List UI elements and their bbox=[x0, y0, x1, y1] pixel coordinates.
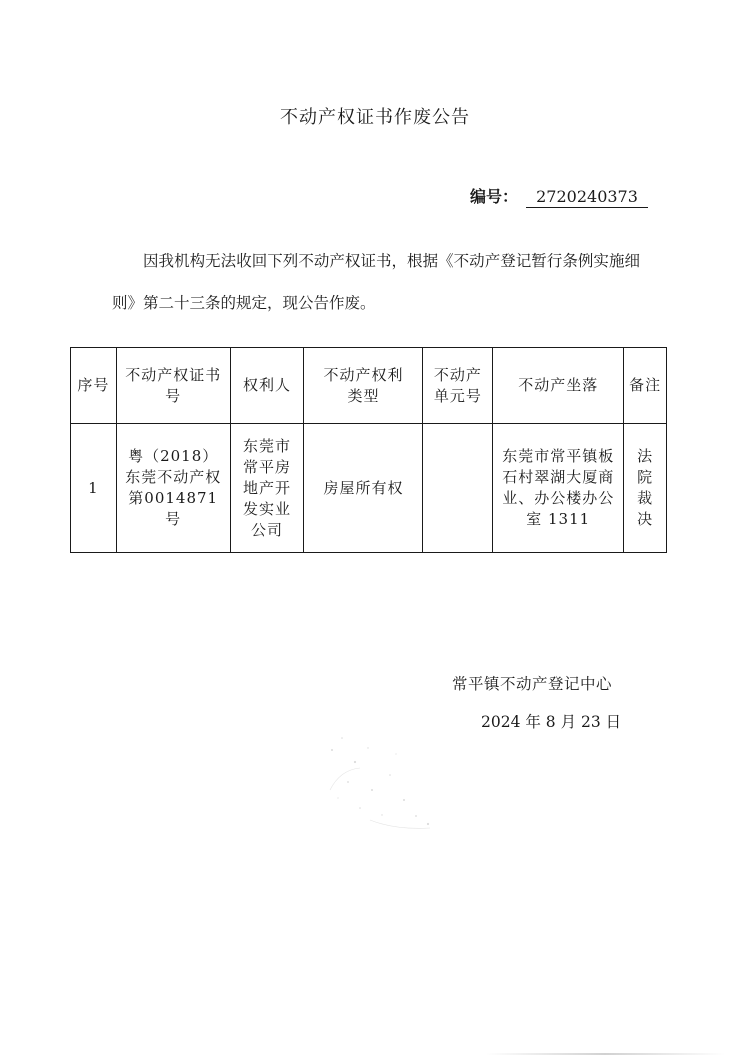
cell-location-text: 东莞市常平镇板石村翠湖大厦商业、办公楼办公室 1311 bbox=[502, 447, 615, 528]
cell-unit-no bbox=[423, 424, 493, 553]
document-number-label: 编号： bbox=[470, 187, 519, 206]
header-unit-no bbox=[423, 348, 493, 424]
scan-edge-mark bbox=[485, 1053, 725, 1055]
cell-seq-text: 1 bbox=[88, 478, 99, 497]
certificate-table bbox=[70, 347, 667, 553]
cell-seq bbox=[71, 424, 117, 553]
document-number bbox=[470, 184, 648, 208]
document-title: 不动产权证书作废公告 bbox=[280, 107, 470, 128]
cell-right-type bbox=[304, 424, 423, 553]
faint-stamp-mark bbox=[320, 720, 450, 840]
cell-cert-no-text: 粤（2018）东莞不动产权第0014871号 bbox=[125, 447, 222, 528]
header-note bbox=[624, 348, 667, 424]
cell-owner bbox=[230, 424, 304, 553]
cell-right-type-text: 房屋所有权 bbox=[323, 478, 404, 497]
cell-cert-no bbox=[116, 424, 230, 553]
header-owner-label: 权利人 bbox=[243, 376, 292, 394]
cell-note-text: 法院裁决 bbox=[637, 447, 654, 528]
header-cert-no-label: 不动产权证书号 bbox=[125, 365, 222, 405]
header-seq bbox=[71, 348, 117, 424]
header-seq-label: 序号 bbox=[77, 376, 110, 394]
header-right-type-label: 不动产权利类型 bbox=[323, 365, 404, 405]
issue-date: 2024 年 8 月 23 日 bbox=[481, 713, 622, 731]
announcement-body: 因我机构无法收回下列不动产权证书，根据《不动产登记暂行条例实施细则》第二十三条的规定，现公告作废。 bbox=[112, 252, 640, 312]
header-right-type bbox=[304, 348, 423, 424]
table-row bbox=[71, 424, 667, 553]
header-unit-no-label: 不动产单元号 bbox=[433, 365, 482, 405]
cell-owner-text: 东莞市常平房地产开发实业公司 bbox=[243, 436, 292, 539]
header-owner bbox=[230, 348, 304, 424]
issuing-organization: 常平镇不动产登记中心 bbox=[452, 675, 613, 693]
header-location bbox=[493, 348, 624, 424]
cell-note bbox=[624, 424, 667, 553]
header-cert-no bbox=[116, 348, 230, 424]
table-header-row bbox=[71, 348, 667, 424]
cell-location bbox=[493, 424, 624, 553]
header-location-label: 不动产坐落 bbox=[518, 376, 599, 394]
header-note-label: 备注 bbox=[629, 376, 662, 394]
document-number-value: 2720240373 bbox=[526, 187, 648, 208]
